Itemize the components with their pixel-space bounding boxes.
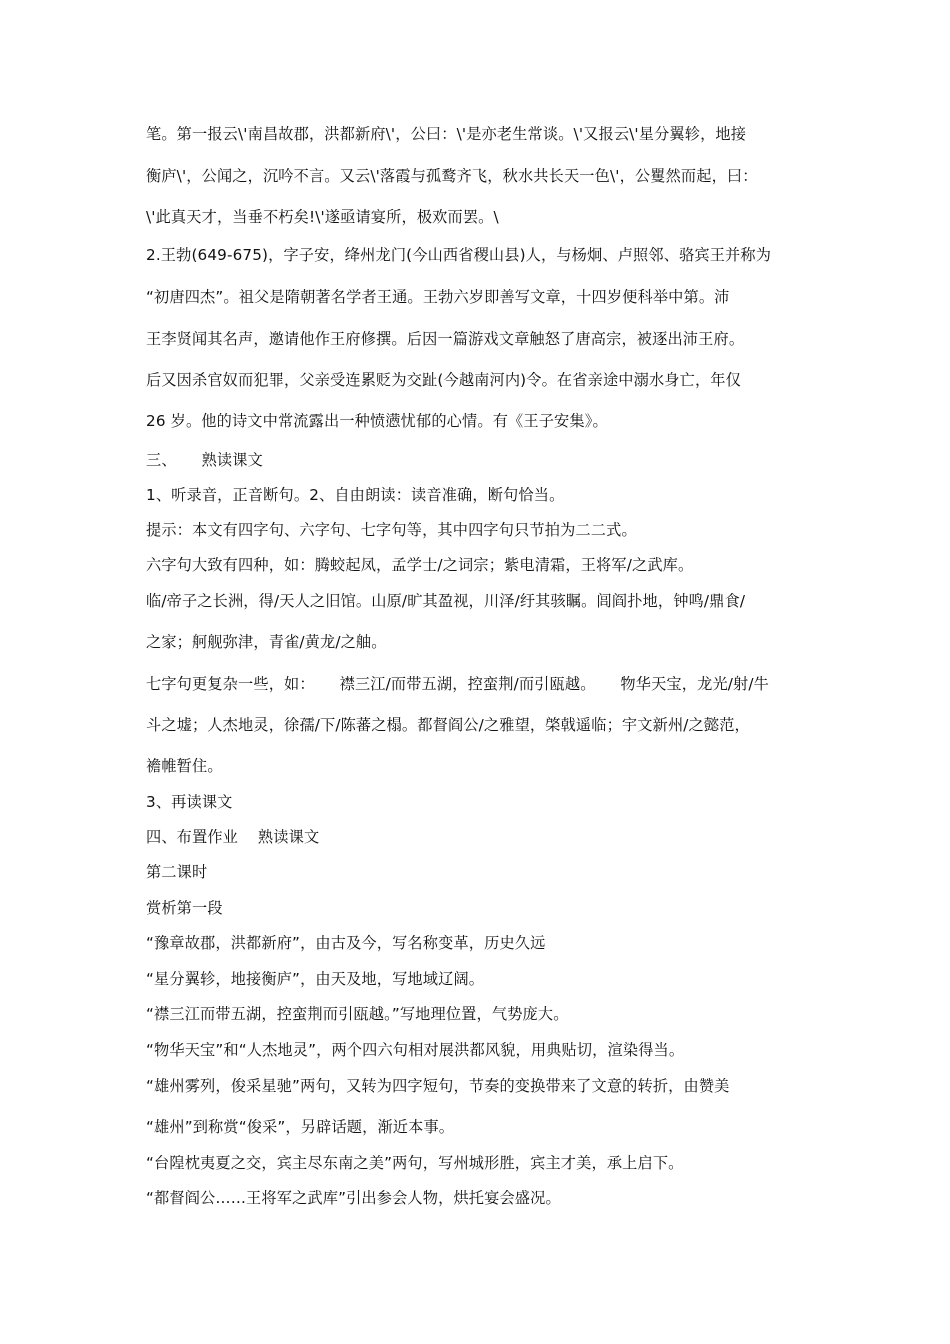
text-line: 王李贤闻其名声，邀请他作王府修撰。后因一篇游戏文章触怒了唐高宗，被逐出沛王府。: [146, 330, 745, 348]
text-line: 26 岁。他的诗文中常流露出一种愤懑忧郁的心情。有《王子安集》。: [146, 412, 608, 430]
section-heading: 第二课时: [146, 863, 208, 881]
text-line: “襟三江而带五湖，控蛮荆而引瓯越。”写地理位置，气势庞大。: [146, 1005, 569, 1023]
text-line: 斗之墟；人杰地灵，徐孺/下/陈蕃之榻。都督阎公/之雅望，棨戟遥临；宇文新州/之懿范，: [146, 716, 750, 734]
text-line: 1、听录音，正音断句。2、自由朗读：读音准确，断句恰当。: [146, 486, 565, 504]
section-heading: 四、布置作业 熟读课文: [146, 828, 320, 846]
text-line: 临/帝子之长洲，得/天人之旧馆。山原/旷其盈视，川泽/纡其骇瞩。闾阎扑地，钟鸣/鼎食/: [146, 592, 746, 610]
text-line: “台隍枕夷夏之交，宾主尽东南之美”两句，写州城形胜，宾主才美，承上启下。: [146, 1154, 684, 1172]
text-line: 之家；舸舰弥津，青雀/黄龙/之舳。: [146, 633, 387, 651]
text-line: “初唐四杰”。祖父是隋朝著名学者王通。王勃六岁即善写文章，十四岁便科举中第。沛: [146, 288, 730, 306]
text-line: 六字句大致有四种，如：腾蛟起凤，孟学士/之词宗；紫电清霜，王将军/之武库。: [146, 556, 694, 574]
text-line: “雄州”到称赏“俊采”，另辟话题，渐近本事。: [146, 1118, 455, 1136]
text-line: 后又因杀官奴而犯罪，父亲受连累贬为交趾(今越南河内)令。在省亲途中溺水身亡，年仅: [146, 371, 741, 389]
text-line: 提示：本文有四字句、六字句、七字句等，其中四字句只节拍为二二式。: [146, 521, 637, 539]
text-line: 3、再读课文: [146, 793, 233, 811]
text-line: 衡庐\'，公闻之，沉吟不言。又云\'落霞与孤鹜齐飞，秋水共长天一色\'，公矍然而起，曰：: [146, 167, 758, 185]
text-line: “物华天宝”和“人杰地灵”，两个四六句相对展洪都风貌，用典贴切，渲染得当。: [146, 1041, 685, 1059]
text-line: 笔。第一报云\'南昌故郡，洪都新府\'，公曰：\'是亦老生常谈。\'又报云\'星分翼轸，地接: [146, 125, 747, 143]
text-line: \'此真天才，当垂不朽矣!\'遂亟请宴所，极欢而罢。\: [146, 208, 499, 226]
text-line: 2.王勃(649-675)，字子安，绛州龙门(今山西省稷山县)人，与杨炯、卢照邻、骆宾王并称为: [146, 246, 772, 264]
section-heading: 赏析第一段: [146, 899, 223, 917]
section-heading: 三、 熟读课文: [146, 451, 263, 469]
text-line: “豫章故郡，洪都新府”，由古及今，写名称变革，历史久远: [146, 934, 546, 952]
text-line: 七字句更复杂一些，如： 襟三江/而带五湖，控蛮荆/而引瓯越。 物华天宝，龙光/射/牛: [146, 675, 769, 693]
text-line: “都督阎公……王将军之武库”引出参会人物，烘托宴会盛况。: [146, 1189, 561, 1207]
text-line: “雄州雾列，俊采星驰”两句，又转为四字短句，节奏的变换带来了文意的转折，由赞美: [146, 1077, 730, 1095]
text-line: “星分翼轸，地接衡庐”，由天及地，写地域辽阔。: [146, 970, 485, 988]
text-line: 襜帷暂住。: [146, 757, 223, 775]
